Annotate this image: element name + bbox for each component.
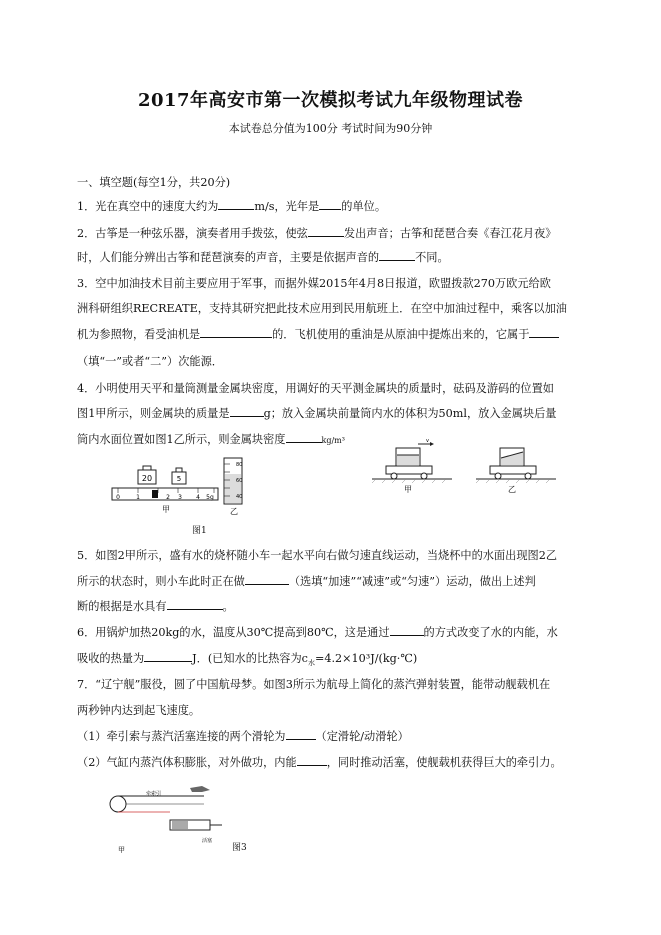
q5-text-c: 断的根据是水具有 xyxy=(77,600,167,613)
q1-text-b: m/s，光年是 xyxy=(254,200,320,213)
question-3-line-4: （填“一”或者“二”）次能源． xyxy=(77,355,223,368)
fig2-velocity-label: v xyxy=(426,438,429,444)
q5-blank-2[interactable] xyxy=(167,599,223,610)
question-3-line-1: 3．空中加油技术目前主要应用于军事，而据外媒2015年4月8日报道，欧盟拨款270万欧元给欧 xyxy=(77,277,551,290)
q3-blank-1[interactable] xyxy=(200,327,272,338)
fig1-caption: 图1 xyxy=(192,526,207,536)
q6-subscript: 水 xyxy=(307,659,315,668)
q4-text-c: 筒内水面位置如图1乙所示，则金属块密度 xyxy=(77,433,286,446)
q7-blank-2[interactable] xyxy=(297,755,327,766)
question-4-line-1: 4．小明使用天平和量筒测量金属块密度，用调好的天平测金属块的质量时，砝码及游码的位置如 xyxy=(77,382,554,395)
q3-text-a: 机为参照物，看受油机是 xyxy=(77,328,201,341)
question-4-line-2 xyxy=(77,405,587,421)
scale-tick-5: 5g xyxy=(206,494,214,501)
rider xyxy=(152,490,158,498)
section-heading: 一、填空题(每空1分，共20分) xyxy=(77,176,231,189)
question-5-line-1: 5．如图2甲所示，盛有水的烧杯随小车一起水平向右做匀速直线运动，当烧杯中的水面出现图2乙 xyxy=(77,549,558,562)
question-6-line-2 xyxy=(77,650,587,668)
q5-text-d: 。 xyxy=(222,600,234,613)
figure-1 xyxy=(108,452,258,530)
q2-text-a: 2．古筝是一种弦乐器，演奏者用手拨弦，使弦 xyxy=(77,227,308,240)
fig1-label-yi: 乙 xyxy=(230,507,238,516)
q4-blank-2[interactable] xyxy=(286,432,322,443)
q5-text-a: 所示的状态时，则小车此时正在做 xyxy=(77,575,245,588)
question-6-line-1 xyxy=(77,624,587,640)
q1-blank-2[interactable] xyxy=(319,199,341,210)
cart-jia xyxy=(386,442,434,479)
q6-text-a: 6．用锅炉加热20kg的水，温度从30℃提高到80℃，这是通过 xyxy=(77,626,390,639)
q4-text-d: kg/m³ xyxy=(321,436,345,445)
q7-text-d: ，同时推动活塞，使舰载机获得巨大的牵引力。 xyxy=(326,756,562,769)
q1-text-a: 1．光在真空中的速度大约为 xyxy=(77,200,219,213)
fig2-label-jia: 甲 xyxy=(404,485,412,494)
figure-2 xyxy=(372,438,577,494)
q4-text-b: g；放入金属块前量筒内水的体积为50ml，放入金属块后量 xyxy=(263,407,557,420)
fig3-caption: 图3 xyxy=(232,843,247,853)
pulley-left xyxy=(110,796,126,812)
question-7-line-1: 7．“辽宁舰”服役，圆了中国航母梦。如图3所示为航母上简化的蒸汽弹射装置，能带动舰载机在 xyxy=(77,678,551,691)
q7-text-c: （2）气缸内蒸汽体积膨胀，对外做功，内能 xyxy=(77,756,297,769)
scale-tick-0: 0 xyxy=(116,494,120,501)
q2-text-b: 发出声音；古筝和琵琶合奏《春江花月夜》 xyxy=(343,227,557,240)
question-1 xyxy=(77,198,587,214)
piston xyxy=(172,821,188,829)
q4-blank-1[interactable] xyxy=(230,406,264,417)
cart-yi xyxy=(490,448,536,479)
cyl-label-40: 40 xyxy=(236,494,243,500)
q1-text-c: 的单位。 xyxy=(341,200,387,213)
fig1-label-jia: 甲 xyxy=(162,505,170,514)
q2-text-d: 不同。 xyxy=(415,251,449,264)
fig3-label-piston: 活塞 xyxy=(202,838,213,844)
exam-title: 2017年高安市第一次模拟考试九年级物理试卷 xyxy=(137,90,524,111)
question-2-line-2 xyxy=(77,249,587,265)
q3-blank-2[interactable] xyxy=(529,327,559,338)
fig3-label-jia: 甲 xyxy=(118,846,125,854)
question-3-line-2: 洲科研组织RECREATE，支持其研究把此技术应用到民用航班上．在空中加油过程中，乘客以加油 xyxy=(77,302,567,315)
scale-tick-3: 3 xyxy=(178,494,182,501)
q6-blank-2[interactable] xyxy=(144,651,192,662)
q6-blank-1[interactable] xyxy=(390,625,424,636)
q5-blank-1[interactable] xyxy=(245,574,289,585)
fig2-label-yi: 乙 xyxy=(508,485,516,494)
weight-5-label: 5 xyxy=(176,475,182,483)
question-5-line-3 xyxy=(77,598,587,614)
q1-blank-1[interactable] xyxy=(218,199,254,210)
q7-text-b: （定滑轮/动滑轮） xyxy=(315,730,409,743)
q7-blank-1[interactable] xyxy=(286,729,316,740)
balance-scale-bar xyxy=(112,488,218,500)
scale-tick-1: 1 xyxy=(136,494,140,501)
scale-tick-2: 2 xyxy=(166,494,170,501)
figure-3 xyxy=(106,782,226,857)
question-7-line-2: 两秒钟内达到起飞速度。 xyxy=(77,704,201,717)
question-5-line-2 xyxy=(77,573,587,589)
q6-text-d: J．(已知水的比热容为c xyxy=(192,652,308,665)
q5-text-b: （选填“加速”“减速”或“匀速”）运动，做出上述判 xyxy=(288,575,536,588)
q7-text-a: （1）牵引索与蒸汽活塞连接的两个滑轮为 xyxy=(77,730,286,743)
scale-tick-4: 4 xyxy=(196,494,200,501)
question-7-sub-1 xyxy=(77,728,587,744)
q6-text-c: 吸收的热量为 xyxy=(77,652,145,665)
cyl-label-80: 80 xyxy=(236,462,243,468)
weight-20-label: 20 xyxy=(141,474,153,483)
exam-subtitle: 本试卷总分值为100分 考试时间为90分钟 xyxy=(228,122,433,135)
q3-text-b: 的．飞机使用的重油是从原油中提炼出来的，它属于 xyxy=(272,328,530,341)
cyl-label-60: 60 xyxy=(236,478,243,484)
question-2-line-1 xyxy=(77,225,587,241)
question-3-line-3 xyxy=(77,326,587,342)
q6-text-b: 的方式改变了水的内能，水 xyxy=(423,626,558,639)
fig3-label-rope: 牵索引 xyxy=(146,791,162,797)
question-7-sub-2 xyxy=(77,754,587,770)
q4-text-a: 图1甲所示，则金属块的质量是 xyxy=(77,407,230,420)
q2-text-c: 时，人们能分辨出古筝和琵琶演奏的声音，主要是依据声音的 xyxy=(77,251,380,264)
q2-blank-2[interactable] xyxy=(379,250,415,261)
q6-text-e: =4.2×10³J/(kg·℃) xyxy=(314,652,418,665)
q2-blank-1[interactable] xyxy=(308,226,344,237)
aircraft-icon xyxy=(190,786,210,792)
